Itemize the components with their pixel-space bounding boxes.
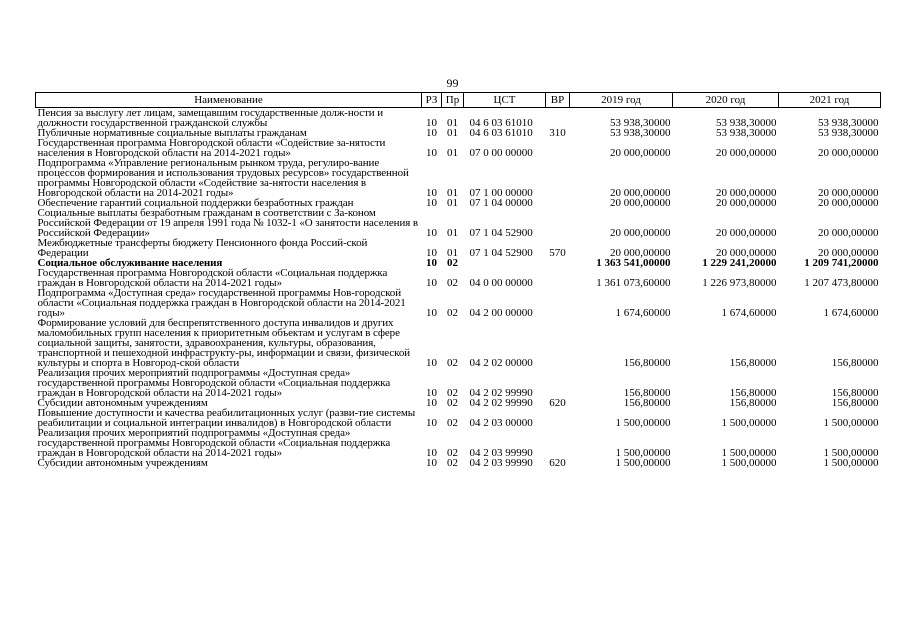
cell-pr: 02 bbox=[447, 277, 458, 289]
cell-y2021: 1 674,60000 bbox=[823, 307, 879, 319]
cell-vr bbox=[546, 208, 570, 238]
table-row bbox=[36, 268, 881, 288]
cell-rz: 10 bbox=[426, 397, 437, 409]
cell-y2019: 1 500,00000 bbox=[615, 447, 671, 459]
header-rz: РЗ bbox=[422, 93, 442, 108]
cell-y2020: 53 938,30000 bbox=[716, 117, 777, 129]
cell-cst: 04 2 03 00000 bbox=[469, 417, 533, 429]
cell-y2019: 20 000,00000 bbox=[610, 197, 671, 209]
cell-pr: 02 bbox=[447, 387, 458, 399]
cell-name: Межбюджетные трансферты бюджету Пенсионного фонда Россий-ской Федерации bbox=[37, 237, 368, 259]
table-row bbox=[36, 238, 881, 258]
cell-y2021: 20 000,00000 bbox=[818, 197, 879, 209]
cell-y2019: 1 674,60000 bbox=[615, 307, 671, 319]
budget-table bbox=[35, 92, 881, 468]
table-row bbox=[36, 108, 881, 129]
cell-vr bbox=[546, 258, 570, 268]
cell-vr bbox=[546, 408, 570, 428]
cell-y2020: 20 000,00000 bbox=[716, 227, 777, 239]
cell-vr bbox=[546, 138, 570, 158]
header-2020: 2020 год bbox=[673, 93, 779, 108]
cell-y2019: 53 938,30000 bbox=[610, 117, 671, 129]
cell-pr: 01 bbox=[447, 247, 458, 259]
cell-y2021: 20 000,00000 bbox=[818, 187, 879, 199]
cell-pr: 01 bbox=[447, 187, 458, 199]
cell-cst: 04 6 03 61010 bbox=[469, 117, 533, 129]
cell-vr: 310 bbox=[549, 127, 566, 139]
cell-y2019: 1 500,00000 bbox=[615, 457, 671, 469]
cell-cst: 04 2 02 99990 bbox=[469, 387, 533, 399]
cell-rz: 10 bbox=[426, 387, 437, 399]
header-cst: ЦСТ bbox=[464, 93, 546, 108]
cell-rz: 10 bbox=[426, 147, 437, 159]
cell-rz: 10 bbox=[426, 307, 437, 319]
cell-rz: 10 bbox=[426, 357, 437, 369]
cell-pr: 02 bbox=[447, 447, 458, 459]
cell-y2020: 1 500,00000 bbox=[721, 447, 777, 459]
cell-pr: 02 bbox=[447, 417, 458, 429]
cell-y2019: 20 000,00000 bbox=[610, 147, 671, 159]
cell-rz: 10 bbox=[426, 197, 437, 209]
cell-y2019: 1 363 541,00000 bbox=[596, 257, 671, 269]
table-row bbox=[36, 428, 881, 458]
cell-cst: 07 0 00 00000 bbox=[469, 147, 533, 159]
cell-y2020: 156,80000 bbox=[729, 397, 777, 409]
cell-y2021: 156,80000 bbox=[831, 397, 879, 409]
cell-pr: 02 bbox=[447, 397, 458, 409]
cell-cst: 04 2 00 00000 bbox=[469, 307, 533, 319]
cell-rz: 10 bbox=[426, 187, 437, 199]
table-row bbox=[36, 288, 881, 318]
cell-rz: 10 bbox=[426, 447, 437, 459]
cell-y2019: 20 000,00000 bbox=[610, 227, 671, 239]
table-row bbox=[36, 318, 881, 368]
table-row bbox=[36, 408, 881, 428]
cell-name: Социальное обслуживание населения bbox=[37, 257, 223, 269]
cell-y2021: 20 000,00000 bbox=[818, 247, 879, 259]
cell-vr bbox=[546, 288, 570, 318]
header-2019: 2019 год bbox=[570, 93, 673, 108]
table-row bbox=[36, 368, 881, 398]
cell-rz: 10 bbox=[426, 277, 437, 289]
cell-vr bbox=[546, 268, 570, 288]
cell-cst: 04 2 02 00000 bbox=[469, 357, 533, 369]
table-row bbox=[36, 458, 881, 468]
cell-y2019: 156,80000 bbox=[623, 357, 671, 369]
cell-pr: 01 bbox=[447, 147, 458, 159]
cell-name: Подпрограмма «Доступная среда» государственной программы Нов-городской области «Социальная поддержка граждан в Новгородской области на 2014-2021 годы» bbox=[37, 287, 406, 319]
cell-pr: 02 bbox=[447, 357, 458, 369]
cell-y2020: 156,80000 bbox=[729, 357, 777, 369]
cell-y2020: 1 500,00000 bbox=[721, 457, 777, 469]
cell-y2020: 20 000,00000 bbox=[716, 247, 777, 259]
cell-y2019: 53 938,30000 bbox=[610, 127, 671, 139]
cell-y2021: 20 000,00000 bbox=[818, 227, 879, 239]
cell-name: Государственная программа Новгородской области «Социальная поддержка граждан в Новгородской области на 2014-2021 годы» bbox=[37, 267, 388, 289]
table-body bbox=[36, 108, 881, 469]
cell-pr: 01 bbox=[447, 197, 458, 209]
cell-rz: 10 bbox=[426, 117, 437, 129]
cell-y2019: 156,80000 bbox=[623, 397, 671, 409]
header-name: Наименование bbox=[36, 93, 422, 108]
cell-y2021: 53 938,30000 bbox=[818, 117, 879, 129]
cell-name: Реализация прочих мероприятий подпрограммы «Доступная среда» государственной программы Новгородской области «Социальная поддержка граждан в Новгородской области на 2014-2021 годы» bbox=[37, 367, 391, 399]
header-2021: 2021 год bbox=[779, 93, 881, 108]
cell-y2020: 20 000,00000 bbox=[716, 187, 777, 199]
cell-pr: 01 bbox=[447, 127, 458, 139]
cell-y2021: 1 500,00000 bbox=[823, 417, 879, 429]
cell-vr bbox=[546, 108, 570, 129]
cell-vr: 620 bbox=[549, 397, 566, 409]
page-number: 99 bbox=[446, 76, 459, 90]
cell-y2021: 20 000,00000 bbox=[818, 147, 879, 159]
cell-rz: 10 bbox=[426, 127, 437, 139]
cell-y2020: 20 000,00000 bbox=[716, 197, 777, 209]
cell-rz: 10 bbox=[426, 247, 437, 259]
cell-y2020: 20 000,00000 bbox=[716, 147, 777, 159]
cell-y2020: 1 229 241,20000 bbox=[702, 257, 777, 269]
cell-cst bbox=[464, 258, 546, 268]
cell-y2019: 20 000,00000 bbox=[610, 247, 671, 259]
cell-name: Пенсия за выслугу лет лицам, замещавшим государственные долж-ности и должности государственной гражданской службы bbox=[37, 107, 384, 129]
cell-y2020: 1 674,60000 bbox=[721, 307, 777, 319]
cell-cst: 07 1 00 00000 bbox=[469, 187, 533, 199]
cell-y2019: 20 000,00000 bbox=[610, 187, 671, 199]
cell-pr: 02 bbox=[447, 457, 458, 469]
table-row bbox=[36, 208, 881, 238]
cell-name: Подпрограмма «Управление региональным рынком труда, регулиро-вание процессов формирования и использования трудовых ресурсов» государственной программы Новгородской области «Содействие за-нятости населения в Новгородской области на 2014-2021 годы» bbox=[37, 157, 409, 199]
cell-rz: 10 bbox=[426, 457, 437, 469]
cell-vr bbox=[546, 368, 570, 398]
cell-cst: 07 1 04 52900 bbox=[469, 227, 533, 239]
cell-y2021: 1 500,00000 bbox=[823, 447, 879, 459]
cell-y2020: 1 226 973,80000 bbox=[702, 277, 777, 289]
cell-rz: 10 bbox=[426, 257, 437, 269]
cell-vr: 620 bbox=[549, 457, 566, 469]
cell-pr: 01 bbox=[447, 117, 458, 129]
cell-y2019: 156,80000 bbox=[623, 387, 671, 399]
cell-y2021: 1 209 741,20000 bbox=[804, 257, 879, 269]
cell-y2021: 156,80000 bbox=[831, 387, 879, 399]
table-header bbox=[36, 93, 881, 108]
cell-y2019: 1 361 073,60000 bbox=[596, 277, 671, 289]
table-row bbox=[36, 158, 881, 198]
cell-y2021: 1 207 473,80000 bbox=[804, 277, 879, 289]
table-row bbox=[36, 138, 881, 158]
cell-pr: 02 bbox=[447, 257, 458, 269]
cell-pr: 02 bbox=[447, 307, 458, 319]
cell-name: Формирование условий для беспрепятственного доступа инвалидов и других маломобильных групп населения к приоритетным объектам и услугам в сфере социальной защиты, занятости, здравоохранения, культуры, образования, транспортной и пешеходной инфраструкту-ры, информации и связи, физической культуры и спорта в Новгород-ской области bbox=[37, 317, 411, 369]
cell-vr bbox=[546, 158, 570, 198]
cell-rz: 10 bbox=[426, 417, 437, 429]
cell-cst: 04 2 02 99990 bbox=[469, 397, 533, 409]
cell-cst: 07 1 04 00000 bbox=[469, 197, 533, 209]
cell-y2021: 1 500,00000 bbox=[823, 457, 879, 469]
cell-name: Государственная программа Новгородской области «Содействие за-нятости населения в Новгородской области на 2014-2021 годы» bbox=[37, 137, 386, 159]
cell-pr: 01 bbox=[447, 227, 458, 239]
cell-name: Субсидии автономным учреждениям bbox=[37, 397, 208, 409]
cell-vr bbox=[546, 198, 570, 208]
cell-y2021: 53 938,30000 bbox=[818, 127, 879, 139]
cell-name: Реализация прочих мероприятий подпрограммы «Доступная среда» государственной программы Новгородской области «Социальная поддержка граждан в Новгородской области на 2014-2021 годы» bbox=[37, 427, 391, 459]
cell-vr bbox=[546, 428, 570, 458]
cell-y2020: 156,80000 bbox=[729, 387, 777, 399]
cell-y2019: 1 500,00000 bbox=[615, 417, 671, 429]
cell-cst: 04 0 00 00000 bbox=[469, 277, 533, 289]
cell-cst: 04 2 03 99990 bbox=[469, 457, 533, 469]
cell-name: Субсидии автономным учреждениям bbox=[37, 457, 208, 469]
cell-y2020: 53 938,30000 bbox=[716, 127, 777, 139]
cell-cst: 04 6 03 61010 bbox=[469, 127, 533, 139]
cell-vr bbox=[546, 318, 570, 368]
header-vr: ВР bbox=[546, 93, 570, 108]
cell-name: Публичные нормативные социальные выплаты гражданам bbox=[37, 127, 307, 139]
cell-name: Социальные выплаты безработным гражданам в соответствии с За-коном Российской Федерации от 19 апреля 1991 года № 1032-1 «О занятости населения в Российской Федерации» bbox=[37, 207, 418, 239]
cell-cst: 07 1 04 52900 bbox=[469, 247, 533, 259]
cell-y2020: 1 500,00000 bbox=[721, 417, 777, 429]
cell-rz: 10 bbox=[426, 227, 437, 239]
cell-y2021: 156,80000 bbox=[831, 357, 879, 369]
cell-vr: 570 bbox=[549, 247, 566, 259]
cell-cst: 04 2 03 99990 bbox=[469, 447, 533, 459]
header-pr: Пр bbox=[442, 93, 464, 108]
cell-name: Повышение доступности и качества реабилитационных услуг (разви-тие системы реабилитации и социальной интеграции инвалидов) в Новгородской области bbox=[37, 407, 416, 429]
cell-name: Обеспечение гарантий социальной поддержки безработных граждан bbox=[37, 197, 354, 209]
